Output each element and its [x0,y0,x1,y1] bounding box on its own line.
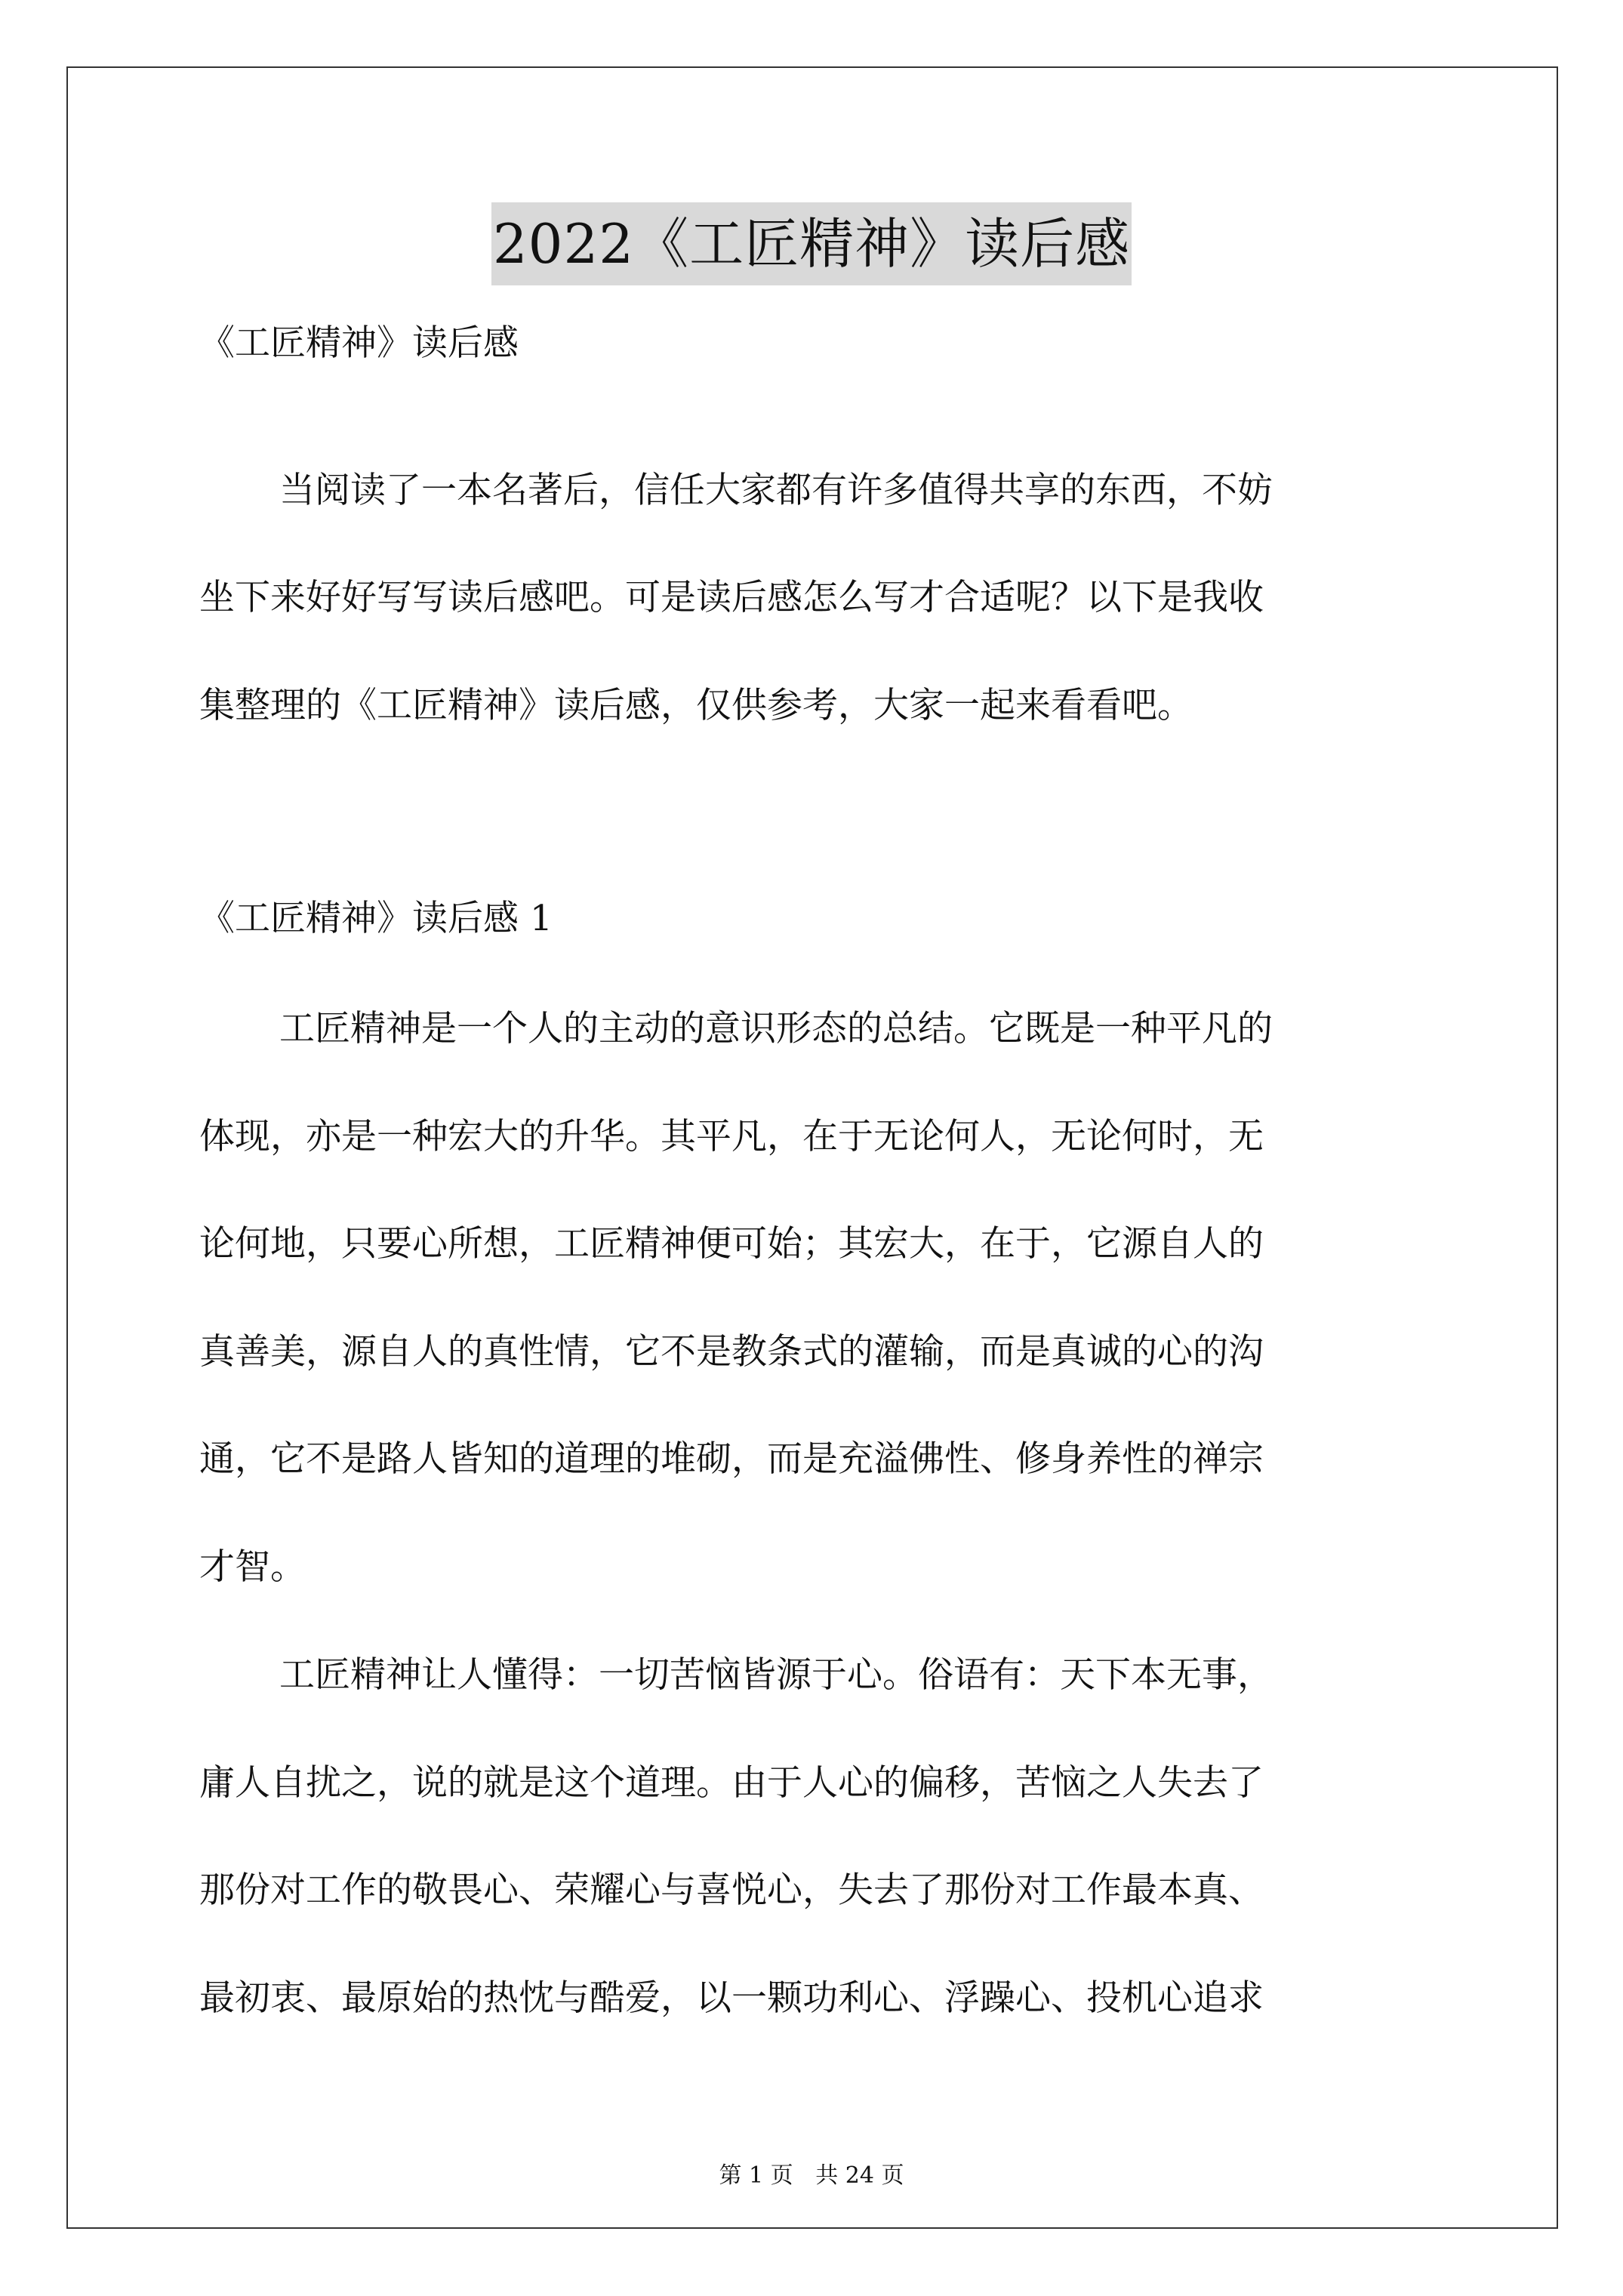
paragraph-line: 才智。 [199,1546,306,1588]
paragraph-line: 集整理的《工匠精神》读后感，仅供参考，大家一起来看看吧。 [199,685,1193,726]
subtitle: 《工匠精神》读后感 [199,322,519,364]
page-footer [0,2161,1623,2191]
page-number: 第 1 页 [719,2162,793,2189]
paragraph-line: 庸人自扰之，说的就是这个道理。由于人心的偏移，苦恼之人失去了 [199,1762,1264,1804]
paragraph-line: 通，它不是路人皆知的道理的堆砌，而是充溢佛性、修身养性的禅宗 [199,1438,1264,1480]
paragraph-line: 工匠精神是一个人的主动的意识形态的总结。它既是一种平凡的 [279,1008,1273,1049]
section-heading: 《工匠精神》读后感 1 [199,898,553,939]
paragraph-line: 论何地，只要心所想，工匠精神便可始；其宏大，在于，它源自人的 [199,1223,1264,1265]
paragraph-line: 那份对工作的敬畏心、荣耀心与喜悦心，失去了那份对工作最本真、 [199,1869,1264,1911]
paragraph-line: 体现，亦是一种宏大的升华。其平凡，在于无论何人，无论何时，无 [199,1116,1264,1157]
paragraph-line: 最初衷、最原始的热忱与酷爱，以一颗功利心、浮躁心、投机心追求 [199,1977,1264,2019]
paragraph-line: 当阅读了一本名著后，信任大家都有许多值得共享的东西，不妨 [279,470,1273,511]
document-title: 2022《工匠精神》读后感 [491,202,1132,285]
page-total: 共 24 页 [815,2162,904,2189]
paragraph-line: 坐下来好好写写读后感吧。可是读后感怎么写才合适呢？以下是我收 [199,577,1264,618]
title-wrap [0,202,1623,285]
paragraph-line: 真善美，源自人的真性情，它不是教条式的灌输，而是真诚的心的沟 [199,1331,1264,1373]
paragraph-line: 工匠精神让人懂得：一切苦恼皆源于心。俗语有：天下本无事， [279,1654,1273,1696]
